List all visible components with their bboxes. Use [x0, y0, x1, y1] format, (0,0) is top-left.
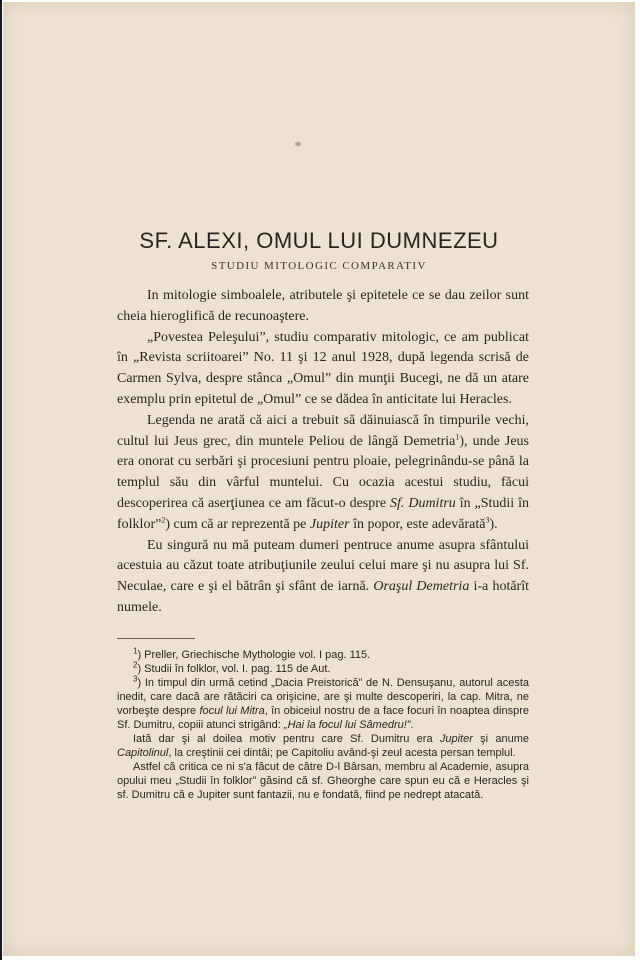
- article-subtitle: STUDIU MITOLOGIC COMPARATIV: [211, 260, 427, 272]
- italic-text: Sf. Dumitru: [390, 495, 456, 511]
- text-run: ).: [489, 516, 498, 532]
- italic-text: Capitolinul: [117, 747, 169, 759]
- text-run: ) cum că ar reprezentă pe: [165, 516, 310, 532]
- footnote-separator: [117, 638, 195, 639]
- text-run: în „Studii în folklor”: [117, 495, 529, 532]
- text-run: i-a hotărît numele.: [117, 579, 530, 615]
- footnote: [117, 760, 529, 802]
- text-run: ) In timpul din urmă cetind „Dacia Preistorică” de N. Densuşanu, autorul acesta inedit, care dacă are rătăciri ca orişicine, are şi multe descoperiri, la cap. Mitra, ne vorbeşte despre: [117, 677, 529, 717]
- text-run: Legenda ne arată că aici a trebuit să dăinuiască în timpurile vechi, cultul lui Jeus grec, din muntele Peliou de lângă Demetria: [117, 412, 529, 449]
- footnote: [117, 662, 529, 676]
- footnote-marker: 1: [455, 431, 460, 441]
- text-run: Eu singură nu mă puteam dumeri pentruce anume asupra sfântului acestuia au căzut toate atribuţiunile zeului celui mare şi nu asupra lui Sf. Neculae, care e şi el bătrân şi sfânt de iarnă.: [117, 537, 529, 595]
- text-run: şi anume: [472, 733, 529, 745]
- footnote-marker: 3: [133, 674, 138, 684]
- article-body: [117, 286, 529, 619]
- footnotes: [117, 648, 529, 802]
- text-run: „Povestea Peleşului”, studiu comparativ mitologic, ce am publicat în „Revista scriitoarei” No. 11 şi 12 anul 1928, după legenda scrisă de Carmen Sylva, despre stânca „Omul” din munţii Bucegi, ne dă un atare exemplu prin epitetul de „Omul” ce se dădea în anticitate lui Heracles.: [117, 329, 529, 407]
- italic-text: Jupiter: [309, 516, 350, 532]
- text-run: Astfel că critica ce ni s'a făcut de către D-l Bârsan, membru al Academie, asupra opului meu „Studii în folklor” găsind că sf. Gheorghe care spun eu că e Heracles şi sf. Dumitru că e Jupiter sunt fantazii, nu e fondată, fiind pe nedrept atacată.: [117, 761, 529, 801]
- text-run: .: [410, 719, 414, 731]
- article-title: SF. ALEXI, OMUL LUI DUMNEZEU: [139, 228, 499, 253]
- text-run: In mitologie simboalele, atributele şi epitetele ce se dau zeilor sunt cheia hieroglifică de recunoaştere.: [117, 288, 529, 324]
- text-run: Iată dar şi al doilea motiv pentru care Sf. Dumitru era: [133, 733, 440, 745]
- text-run: , la creştinii cei dintâi; pe Capitoliu având-şi zeul acesta persan templul.: [168, 747, 516, 759]
- italic-text: Oraşul Demetria: [373, 579, 470, 595]
- footnote-marker: 2: [133, 660, 138, 670]
- footnote-marker: 2: [161, 515, 166, 525]
- body-paragraph: [117, 536, 529, 619]
- footnote-marker: 3: [485, 515, 490, 525]
- text-run: ), unde Jeus era onorat cu serbări şi procesiuni pentru ploaie, pelegrinându-se până la templul său din vârful muntelui. Cu ocazia acestui studiu, făcui descoperirea că aserţiunea ce am făcut-o despre: [117, 433, 529, 511]
- body-paragraph: [117, 328, 529, 411]
- italic-text: Jupiter: [439, 733, 473, 745]
- body-paragraph: [117, 411, 529, 536]
- text-run: ) Preller, Griechische Mythologie vol. I pag. 115.: [137, 649, 371, 661]
- scan-left-edge: [0, 0, 2, 960]
- footnote: [117, 648, 529, 662]
- text-run: ) Studii în folklor, vol. I. pag. 115 de Aut.: [137, 663, 331, 675]
- italic-text: focul lui Mitra: [199, 705, 265, 717]
- text-run: în popor, este adevărată: [349, 516, 486, 532]
- footnote: [117, 676, 529, 732]
- footnote-marker: 1: [133, 646, 138, 656]
- footnote: [117, 732, 529, 760]
- book-page: [3, 2, 635, 956]
- italic-text: „Hai la focul lui Sâmedru!”: [283, 719, 411, 731]
- text-run: , în obiceiul nostru de a face focuri în noaptea dinspre Sf. Dumitru, copiii atunci strigând:: [117, 705, 530, 731]
- ink-mark: [295, 142, 301, 146]
- body-paragraph: [117, 286, 529, 328]
